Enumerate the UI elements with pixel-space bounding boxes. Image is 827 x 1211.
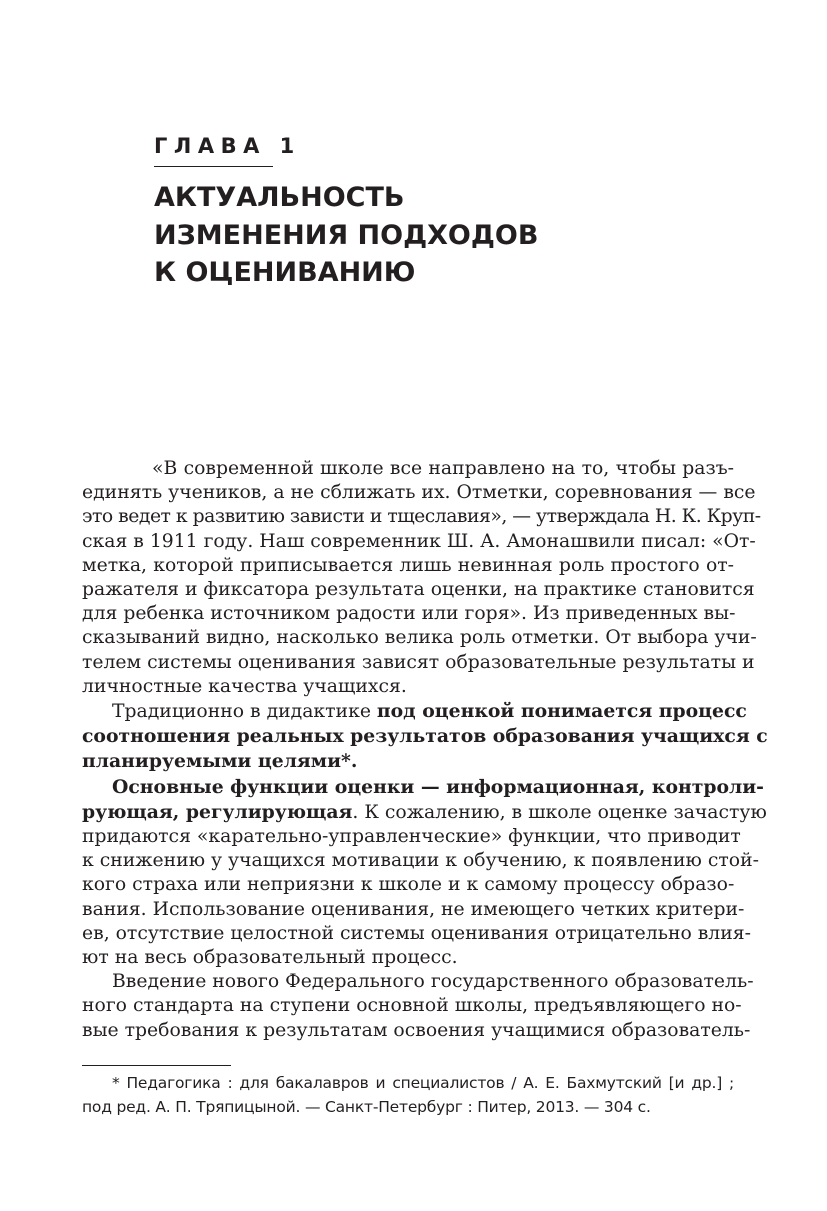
body-text <box>82 457 768 1043</box>
text-line <box>82 775 764 800</box>
chapter-label: ГЛАВА 1 <box>154 134 301 158</box>
text-line: Введение нового Федерального государственного образователь- <box>112 971 754 993</box>
chapter-title-line: К ОЦЕНИВАНИЮ <box>154 257 416 288</box>
text-line: ют на весь образовательный процесс. <box>82 947 458 969</box>
text-line: вания. Использование оценивания, не имеющего четких критери- <box>82 898 745 920</box>
text-line: сказываний видно, насколько велика роль отметки. От выбора учи- <box>82 627 757 649</box>
text-line: метка, которой приписывается лишь невинная роль простого от- <box>82 554 734 576</box>
paragraph-4 <box>82 970 754 1043</box>
paragraph-2 <box>82 699 768 775</box>
bold-text-run: планируемыми целями*. <box>82 750 358 773</box>
paragraph-3 <box>82 775 767 971</box>
text-line: к снижению у учащихся мотивации к обучению, к появлению стой- <box>82 850 759 872</box>
paragraph-1 <box>82 457 761 699</box>
text-line: кого страха или неприязни к школе и к самому процессу образо- <box>82 874 735 896</box>
text-line: для ребенка источником радости или горя». Из приведенных вы- <box>82 603 736 625</box>
bold-text-run: рующая, регулирующая <box>82 800 353 823</box>
text-line: ская в 1911 году. Наш современник Ш. А. Амонашвили писал: «От- <box>82 530 756 552</box>
text-line: единять учеников, а не сближать их. Отметки, соревнования — все <box>82 482 756 504</box>
bold-text-run: соотношения реальных результатов образования учащихся с <box>82 725 768 748</box>
footnote-line: * Педагогика : для бакалавров и специалистов / А. Е. Бахмутский [и др.] ; <box>112 1074 734 1092</box>
text-line: вые требования к результатам освоения учащимися образователь- <box>82 1019 751 1041</box>
chapter-rule <box>154 166 273 167</box>
bold-text-run: Основные функции оценки — информационная, контроли- <box>112 775 764 798</box>
footnote <box>82 1071 734 1119</box>
text-line: ев, отсутствие целостной системы оценивания отрицательно влия- <box>82 922 751 944</box>
text-line <box>82 724 768 749</box>
bold-text-run: под оценкой понимается процесс <box>376 700 747 723</box>
text-run: . К сожалению, в школе оценке зачастую <box>352 801 767 823</box>
footnote-rule <box>82 1065 231 1066</box>
text-line: это ведет к развитию зависти и тщеславия», — утверждала Н. К. Круп- <box>82 506 761 528</box>
text-line: «В современной школе все направлено на то, чтобы разъ- <box>152 458 734 479</box>
text-line <box>82 800 767 825</box>
text-line <box>82 749 734 774</box>
text-line: личностные качества учащихся. <box>82 675 407 697</box>
text-line: ражателя и фиксатора результата оценки, на практике становится <box>82 579 755 601</box>
text-line <box>82 699 747 724</box>
text-line: телем системы оценивания зависят образовательные результаты и <box>82 651 755 673</box>
footnote-line: под ред. А. П. Тряпицыной. — Санкт-Петербург : Питер, 2013. — 304 с. <box>82 1098 651 1116</box>
text-line: придаются «карательно-управленческие» функции, что приводит <box>82 826 741 848</box>
text-run: Традиционно в дидактике <box>112 701 377 723</box>
chapter-title-line: ИЗМЕНЕНИЯ ПОДХОДОВ <box>154 219 539 251</box>
chapter-title-line: АКТУАЛЬНОСТЬ <box>154 182 405 213</box>
text-line: ного стандарта на ступени основной школы, предъявляющего но- <box>82 995 742 1017</box>
chapter-title <box>154 179 714 292</box>
